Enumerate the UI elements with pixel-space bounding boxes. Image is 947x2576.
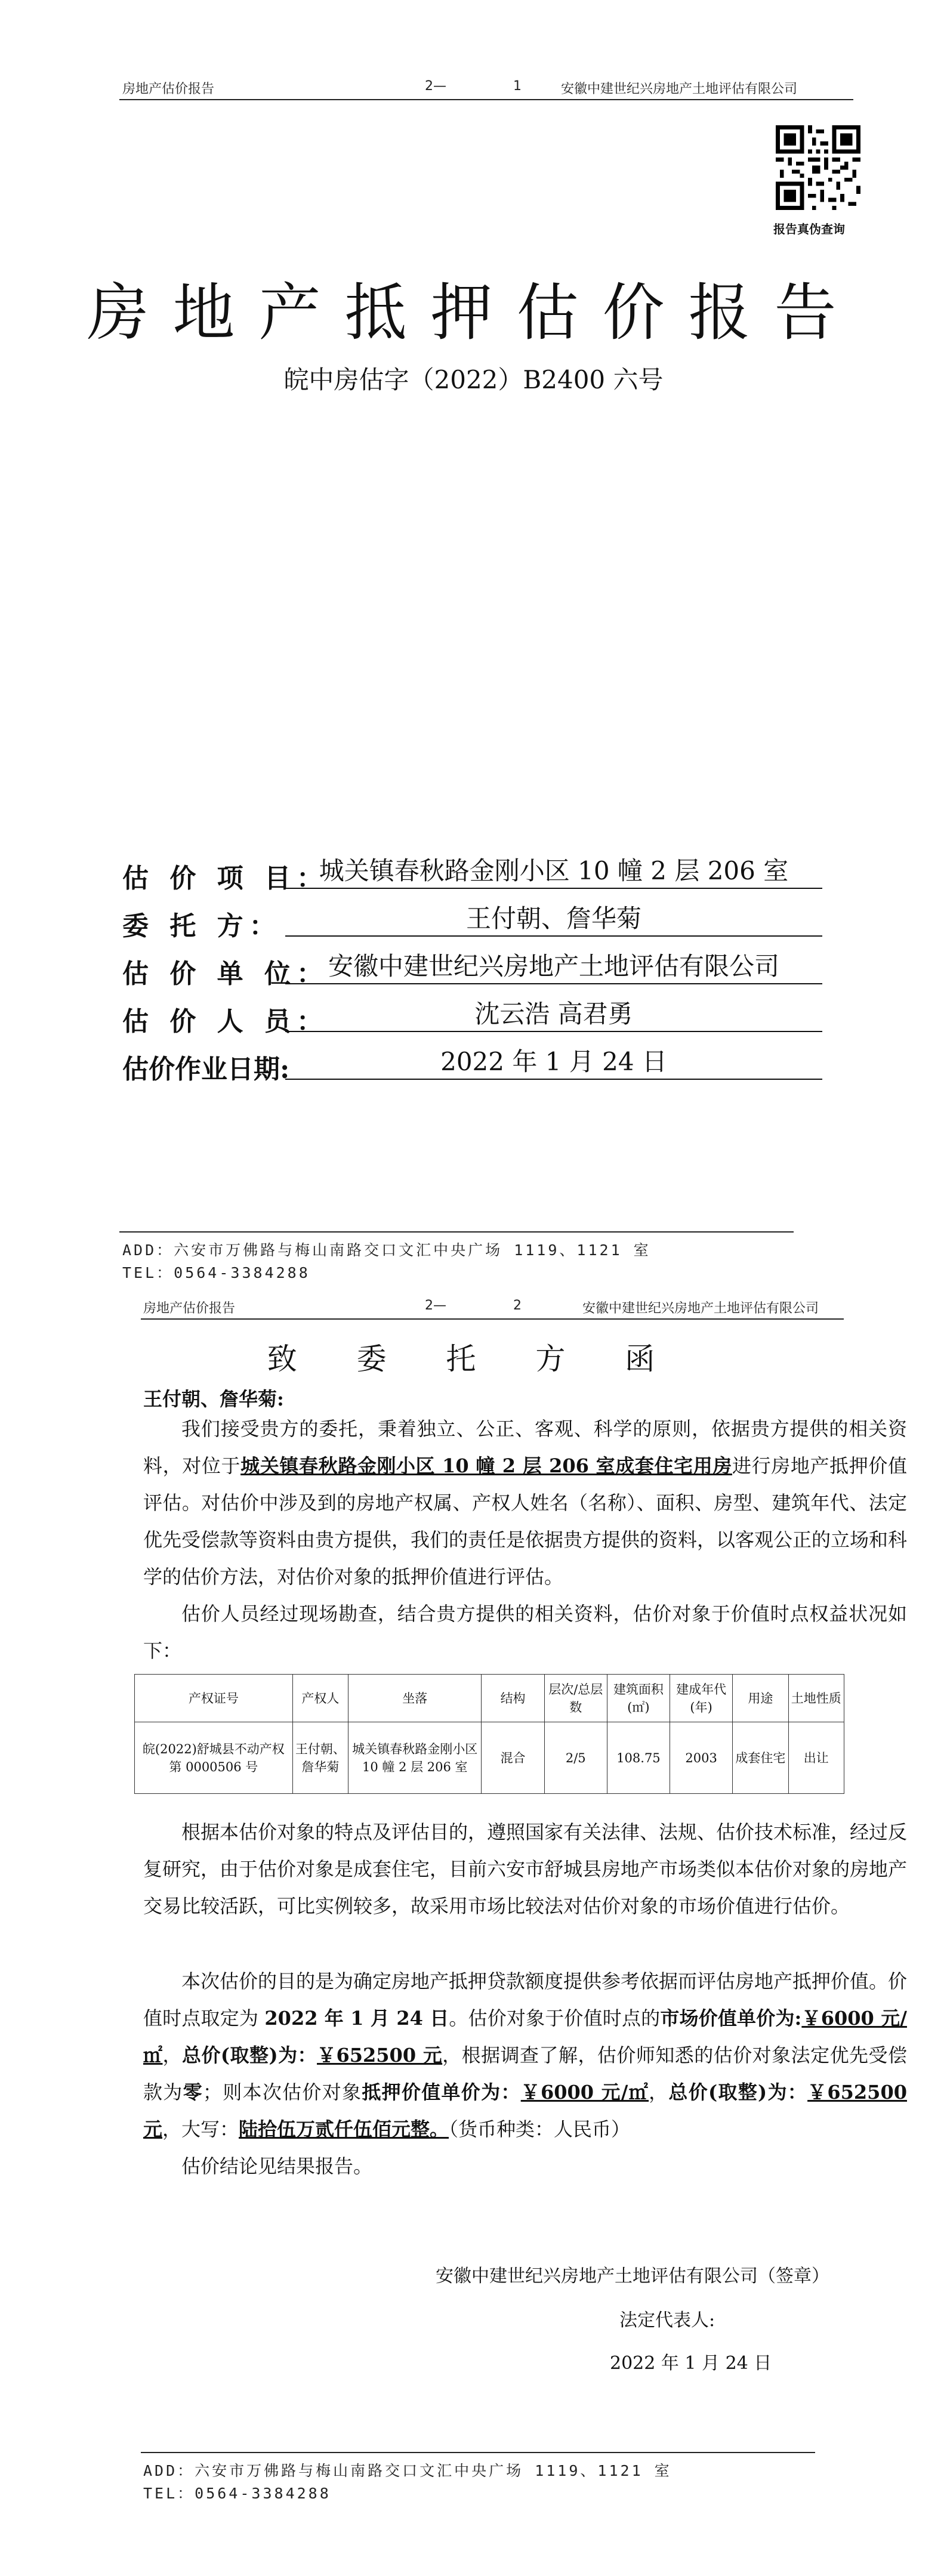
table-cell: 王付朝、詹华菊 [292,1722,348,1794]
footer-rule [119,1231,794,1233]
intro-text: 我们接受贵方的委托，秉着独立、公正、客观、科学的原则，依据贵方提供的相关资料，对位于 [143,1417,907,1477]
table-cell: 混合 [482,1722,544,1794]
field-label-date: 估价作业日期: [122,1054,290,1085]
header-right: 安徽中建世纪兴房地产土地评估有限公司 [582,1301,819,1316]
header-left: 房地产估价报告 [122,82,215,97]
table-header-row [135,1675,844,1722]
property-rights-table [134,1674,844,1794]
legal-representative-label: 法定代表人: [619,2310,715,2331]
footer-phone: TEL：0564-3384288 [143,2485,331,2502]
field-label-appraisers: 估 价 人 员： [122,1006,329,1037]
conclusion-text: ，大写： [162,2118,239,2141]
field-value-client: 王付朝、詹华菊 [285,902,822,937]
header-center: 2— [425,79,446,94]
mortgage-total-label: 总价(取整)为： [668,2081,808,2104]
conclusion-text: ，根据调查了解，估价师知悉的估价对象法定优先受偿款为 [143,2044,907,2104]
header-rule [141,1318,844,1320]
paragraph-method: 根据本估价对象的特点及评估目的，遵照国家有关法律、法规、估价技术标准，经过反复研究，由于估价对象是成套住宅，目前六安市舒城县房地产市场类似本估价对象的房地产交易比较活跃，可比实例较多，故采用市场比较法对估价对象的市场价值进行估价。 [143,1821,908,1917]
market-total-price: ￥652500 元 [317,2044,443,2067]
table-header-cell: 层次/总层数 [544,1675,607,1722]
appraisal-subject: 城关镇春秋路金刚小区 10 幢 2 层 206 室成套住宅用房 [240,1454,733,1477]
paragraph-see-report: 估价结论见结果报告。 [181,2155,373,2177]
paragraph-conclusion [143,1963,907,2148]
table-cell: 出让 [788,1722,844,1794]
field-value-appraiser-org: 安徽中建世纪兴房地产土地评估有限公司 [285,950,822,984]
table-header-cell: 用途 [733,1675,788,1722]
separator: ， [649,2081,669,2104]
table-cell: 城关镇春秋路金刚小区 10 幢 2 层 206 室 [348,1722,482,1794]
signature-company: 安徽中建世纪兴房地产土地评估有限公司（签章） [436,2266,829,2287]
footer-phone: TEL：0564-3384288 [122,1264,310,1281]
mortgage-unit-price: ￥6000 元/㎡ [520,2081,649,2104]
table-header-cell: 结构 [482,1675,544,1722]
footer-address: ADD：六安市万佛路与梅山南路交口文汇中央广场 1119、1121 室 [122,1241,651,1259]
field-value-appraisers: 沈云浩 高君勇 [285,997,822,1032]
report-title: 房地产抵押估价报告 [87,276,860,349]
table-cell: 成套住宅 [733,1722,788,1794]
header-right: 安徽中建世纪兴房地产土地评估有限公司 [561,82,798,97]
table-header-cell: 建成年代(年) [670,1675,733,1722]
conclusion-text: 。估价对象于价值时点的 [449,2007,661,2030]
value-date: 2022 年 1 月 24 日 [264,2007,449,2030]
field-value-date: 2022 年 1 月 24 日 [285,1045,822,1080]
paragraph-intro [143,1410,907,1595]
field-label-appraiser-org: 估 价 单 位： [122,959,329,989]
market-total-label: 总价(取整)为： [181,2044,317,2067]
header-center: 2— [425,1298,446,1313]
amount-in-words: 陆拾伍万贰仟伍佰元整。 [239,2118,449,2141]
paragraph-survey: 估价人员经过现场勘查，结合贵方提供的相关资料，估价对象于价值时点权益状况如下： [143,1602,907,1662]
conclusion-text: 本次估价的目的是为确定房地产抵押贷款额度提供参考依据而评估房地产抵押价值。价值时点取定为 [143,1970,908,2030]
table-header-cell: 土地性质 [788,1675,844,1722]
table-header-cell: 产权人 [292,1675,348,1722]
table-cell: 2/5 [544,1722,607,1794]
table-row [135,1722,844,1794]
separator: ， [162,2044,182,2067]
field-label-project: 估 价 项 目： [122,863,329,894]
footer-address: ADD：六安市万佛路与梅山南路交口文汇中央广场 1119、1121 室 [143,2462,672,2479]
mortgage-total-price: ￥652500 元 [143,2081,907,2141]
market-unit-price: ￥6000 元/㎡ [143,2007,907,2067]
report-number: 皖中房估字（2022）B2400 六号 [283,365,664,394]
mortgage-unit-label: 抵押价值单价为： [362,2081,521,2104]
priority-claim-amount: 零 [183,2081,203,2104]
footer-rule [141,2452,815,2453]
header-left: 房地产估价报告 [143,1301,236,1316]
market-unit-label: 市场价值单价为: [660,2007,802,2030]
field-label-client: 委 托 方： [122,911,282,941]
field-value-project: 城关镇春秋路金刚小区 10 幢 2 层 206 室 [285,854,822,889]
table-cell: 2003 [670,1722,733,1794]
currency-note: （货币种类：人民币） [449,2118,631,2141]
header-rule [119,99,853,100]
salutation: 王付朝、詹华菊: [143,1388,284,1410]
table-cell: 皖(2022)舒城县不动产权第 0000506 号 [135,1722,293,1794]
qr-caption: 报告真伪查询 [773,222,845,236]
letter-title: 致 委 托 方 函 [267,1342,680,1376]
intro-text-continued: 进行房地产抵押价值评估。对估价中涉及到的房地产权属、产权人姓名（名称）、面积、房型、建筑年代、法定优先受偿款等资料由贵方提供，我们的责任是依据贵方提供的资料，以客观公正的立场和科学的估价方法，对估价对象的抵押价值进行评估。 [143,1454,908,1588]
table-cell: 108.75 [607,1722,670,1794]
table-header-cell: 坐落 [348,1675,482,1722]
table-header-cell: 建筑面积(㎡) [607,1675,670,1722]
qr-code-icon [776,125,860,210]
conclusion-text: ；则本次估价对象 [202,2081,362,2104]
header-page-number: 2 [513,1298,522,1313]
header-page-number: 1 [513,79,522,94]
table-header-cell: 产权证号 [135,1675,293,1722]
signature-date: 2022 年 1 月 24 日 [610,2353,772,2374]
